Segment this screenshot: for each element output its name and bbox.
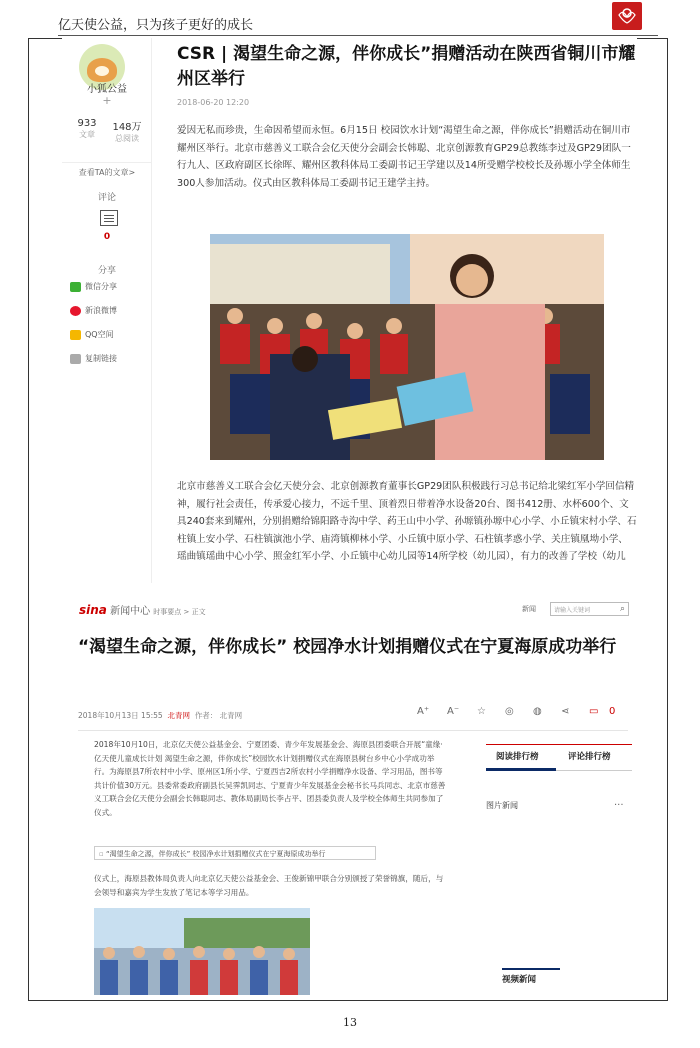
share-weibo[interactable] xyxy=(70,305,117,319)
article2-paragraph-2: 仪式上，海原县教体局负责人向北京亿天使公益基金会、王俊新锦甲联合分别颁授了荣誉锦旗，随后，与会领导和嘉宾为学生发放了笔记本等学习用品。 xyxy=(94,874,444,897)
donation-photo-1 xyxy=(210,234,604,460)
article-date-1: 2018-06-20 12:20 xyxy=(177,98,250,107)
ranking-top-border xyxy=(486,744,632,745)
share-wechat-label: 微信分享 xyxy=(85,282,117,291)
search-icon[interactable]: ⌕ xyxy=(619,604,625,614)
font-smaller-icon[interactable]: A⁻ xyxy=(447,706,460,717)
views-stat xyxy=(107,118,147,144)
article-paragraph-2: 北京市慈善义工联合会亿天使分会、北京创源教育董事长GP29团队积极践行习总书记给北梁红军小学回信精神，履行社会责任，传承爱心接力，不远千里、顶着烈日带着净水设备20台、图书412册、水杯600个、文具240套来到耀州，分别捐赠给锦阳路寺沟中学、药王山中小学、孙塬镇孙塬中心小学、小丘镇宋村小学、石柱镇上安小学、石柱镇演池小学、庙湾镇柳林小学、小丘镇中原小学、石柱镇孝惑小学、关庄镇凰坳小学、瑶曲镇瑶曲中心小学、照金红军小学、小丘镇中心幼儿园等14所学校（幼儿园），有力的改善了学校（幼儿 xyxy=(177,481,637,562)
comment-count-2[interactable]: 0 xyxy=(609,706,616,717)
article-screenshot-2 xyxy=(62,590,637,995)
sina-brand-sub: 新闻中心 xyxy=(110,606,151,617)
articles-label: 文章 xyxy=(79,130,95,139)
comment-icon[interactable] xyxy=(100,210,118,226)
weibo-icon xyxy=(70,306,81,316)
event-photo-graphic xyxy=(210,234,604,460)
article-meta-2 xyxy=(78,710,242,721)
tab-read-ranking[interactable]: 阅读排行榜 xyxy=(496,752,539,762)
search-input[interactable] xyxy=(550,602,629,616)
search-placeholder: 请输入关键词 xyxy=(554,607,591,614)
page-number: 13 xyxy=(343,1016,357,1029)
article2-paragraph-1: 2018年10月10日，北京亿天使公益基金会、宁夏团委、青少年发展基金会、海原县团委联合开展“童缘·亿天使儿童成长计划 渴望生命之源，伴你成长”校园饮水计划捐赠仪式在海原县树台乡中心小学成功举行。为海原县7所农村中小学、原州区1所小学、宁夏西吉2所农村小学捐赠净水设备、学习用品，图书等共计价值30万元。县委常委政府副县长吴霁凯同志、宁夏青少年发展基金会秘书长马兵同志、北京市慈善义工联合会亿天使分会副会长韩聪同志、教体局副局长李占平、团县委负责人及学校全体师生共同参加了仪式。 xyxy=(94,740,446,817)
author-name[interactable]: 小狐公益 xyxy=(87,84,127,95)
broken-image-icon: ▫ xyxy=(99,850,104,858)
views-count: 148万 xyxy=(112,122,142,133)
author-label: 作者： xyxy=(194,711,218,720)
article-toolbar xyxy=(417,706,632,722)
views-label: 总阅读 xyxy=(115,134,139,143)
more-icon[interactable]: ··· xyxy=(614,800,624,811)
share-qzone[interactable] xyxy=(70,329,114,343)
share-label: 分享 xyxy=(97,266,116,276)
article-screenshot-1 xyxy=(62,38,637,583)
article-date-2: 2018年10月13日 15:55 xyxy=(78,711,163,720)
article-source[interactable]: 北青网 xyxy=(167,711,190,720)
comment-label: 评论 xyxy=(97,193,116,203)
tab-comment-ranking[interactable]: 评论排行榜 xyxy=(568,752,611,762)
view-articles-link[interactable]: 查看TA的文章> xyxy=(62,162,152,178)
article-title-2: “渴望生命之源，伴你成长” 校园净水计划捐赠仪式在宁夏海原成功举行 xyxy=(78,637,617,657)
image-caption xyxy=(94,846,376,860)
favorite-icon[interactable]: ☆ xyxy=(477,706,486,717)
share-weibo-label: 新浪微博 xyxy=(85,306,117,315)
donation-photo-2 xyxy=(94,908,310,995)
article-author: 北青网 xyxy=(219,711,243,720)
wechat-icon xyxy=(70,282,81,292)
share-wechat[interactable] xyxy=(70,281,117,295)
link-icon xyxy=(70,354,81,364)
article-title-1: CSR | 渴望生命之源，伴你成长”捐赠活动在陕西省铜川市耀州区举行 xyxy=(177,44,636,89)
angel-logo-icon xyxy=(616,5,638,27)
author-sidebar xyxy=(62,38,152,583)
follow-button[interactable]: + xyxy=(102,94,112,107)
share-copy[interactable] xyxy=(70,353,117,367)
weibo-share-icon[interactable]: ◎ xyxy=(505,706,514,717)
sina-logo[interactable] xyxy=(79,602,206,617)
share-copy-label: 复制链接 xyxy=(85,354,117,363)
qzone-icon xyxy=(70,330,81,340)
video-news-heading[interactable]: 视频新闻 xyxy=(502,968,560,985)
sina-brand: sina xyxy=(79,603,107,617)
photo-news-link[interactable]: 图片新闻 xyxy=(486,801,518,810)
page-header xyxy=(58,10,658,36)
header-title: 亿天使公益，只为孩子更好的成长 xyxy=(58,18,254,33)
articles-count: 933 xyxy=(77,118,97,129)
ceremony-photo-graphic xyxy=(94,908,310,995)
font-larger-icon[interactable]: A⁺ xyxy=(417,706,430,717)
breadcrumb[interactable]: 时事要点 > 正文 xyxy=(153,608,206,616)
brand-logo xyxy=(612,2,642,30)
articles-stat xyxy=(67,118,107,140)
comment-icon-2[interactable]: ▭ xyxy=(589,706,599,717)
wechat-share-icon[interactable]: ◍ xyxy=(533,706,542,717)
divider xyxy=(78,730,628,731)
active-tab-indicator xyxy=(486,768,556,771)
article-paragraph-1: 爱因无私而珍贵，生命因希望而永恒。6月15日 校园饮水计划“渴望生命之源，伴你成长”捐赠活动在铜川市耀州区举行。北京市慈善义工联合会亿天使分会副会长韩聪、北京创源教育GP29总教练李过及GP29团队一行九人、区政府副区长徐晖、耀州区教科体局工委副书记王学建以及14所受赠学校校长及孙塬小学全体师生300人参加活动。仪式由区教科体局工委副书记王建学主持。 xyxy=(177,125,631,189)
share-qzone-label: QQ空间 xyxy=(85,330,114,339)
share-icon[interactable]: ⋖ xyxy=(561,706,570,717)
comment-count: 0 xyxy=(103,232,111,242)
caption-text: “渴望生命之源，伴你成长” 校园净水计划捐赠仪式在宁夏海原成功举行 xyxy=(105,850,326,858)
nav-news[interactable]: 新闻 xyxy=(522,605,536,613)
